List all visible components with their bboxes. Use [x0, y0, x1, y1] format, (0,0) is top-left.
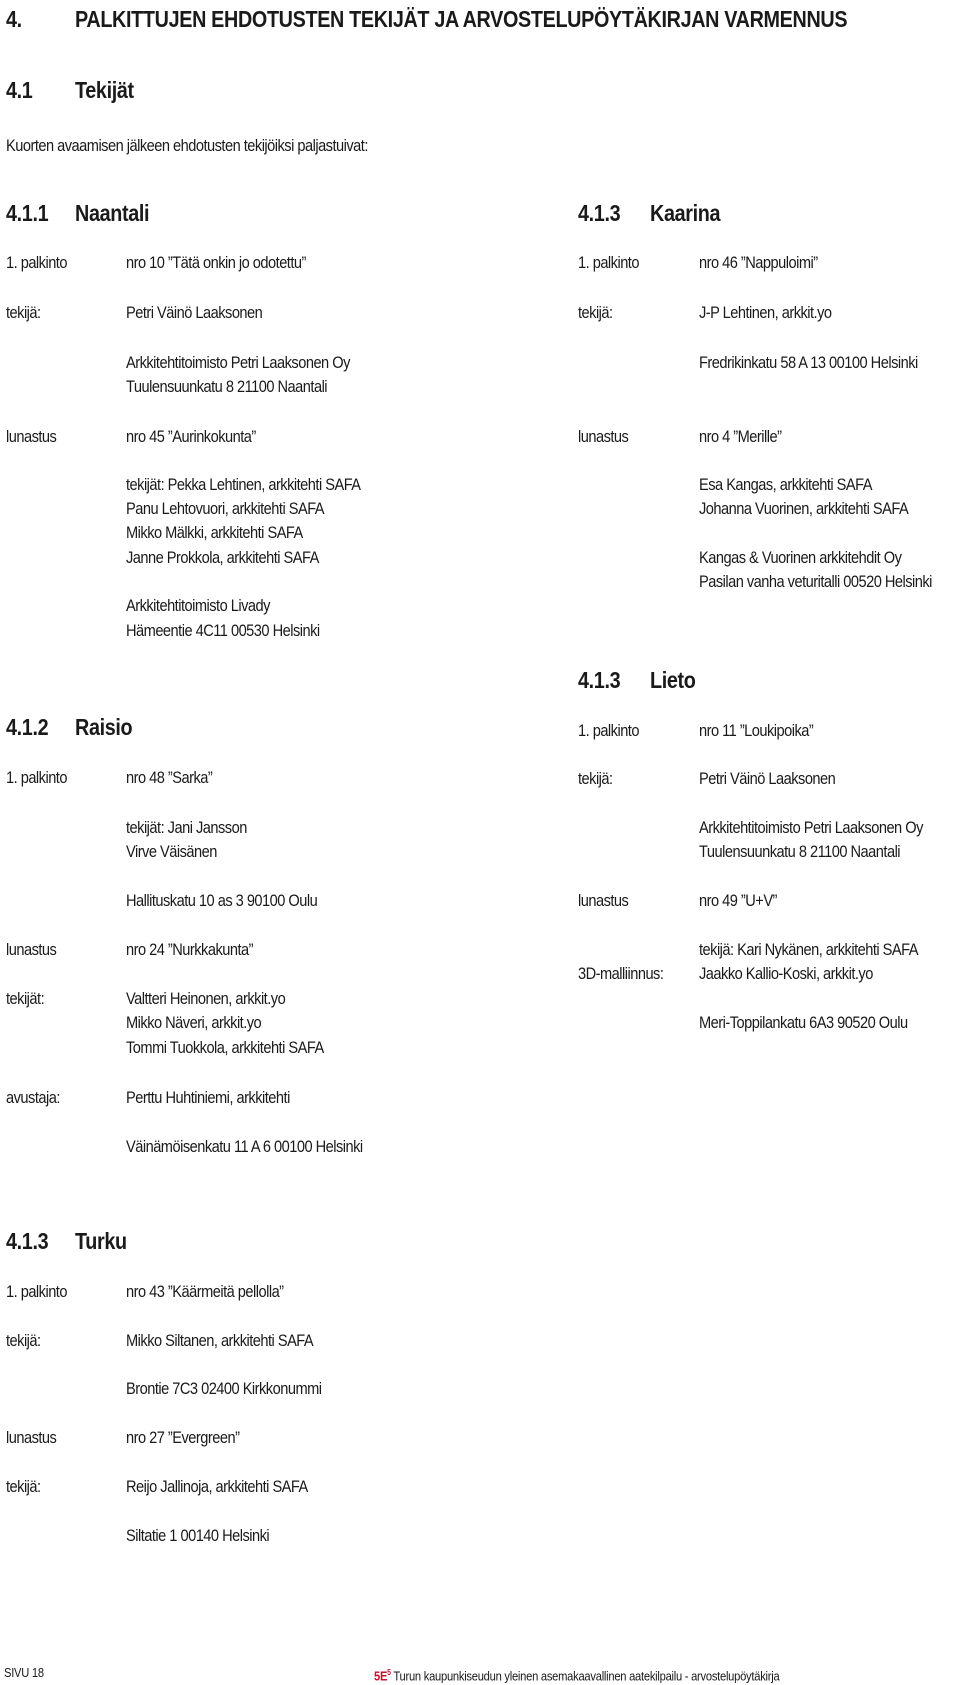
author-line: Jaakko Kallio-Koski, arkkit.yo	[699, 964, 873, 983]
prize-entry: nro 10 ”Tätä onkin jo odotettu”	[126, 253, 306, 272]
office-name: Arkkitehtitoimisto Petri Laaksonen Oy	[699, 818, 923, 837]
assistant-label: avustaja:	[6, 1088, 60, 1107]
prize-label: 1. palkinto	[578, 253, 639, 272]
section-title-raisio: Raisio	[75, 714, 133, 740]
author-line: tekijä: Kari Nykänen, arkkitehti SAFA	[699, 940, 918, 959]
purchase-entry: nro 45 ”Aurinkokunta”	[126, 427, 256, 446]
section-number: 4.1.1	[6, 200, 49, 226]
purchase-label: lunastus	[6, 940, 57, 959]
model-label: 3D-malliinnus:	[578, 964, 664, 983]
purchase-label: lunastus	[578, 891, 629, 910]
section-number: 4.1.3	[578, 667, 621, 693]
author-line: Virve Väisänen	[126, 842, 217, 861]
prize-entry: nro 11 ”Loukipoika”	[699, 721, 814, 740]
author-label: tekijä:	[578, 769, 613, 788]
author-line: tekijät: Pekka Lehtinen, arkkitehti SAFA	[126, 475, 361, 494]
office-address: Pasilan vanha veturitalli 00520 Helsinki	[699, 572, 932, 591]
logo-text: 5E	[374, 1668, 388, 1684]
footer-text: Turun kaupunkiseudun yleinen asemakaavallinen aatekilpailu - arvostelupöytäkirja	[393, 1668, 780, 1684]
author-label: tekijä:	[6, 1331, 41, 1350]
author-label: tekijä:	[578, 303, 613, 322]
address: Siltatie 1 00140 Helsinki	[126, 1526, 270, 1545]
section-title-kaarina: Kaarina	[650, 200, 721, 226]
author-label: tekijä:	[6, 1477, 41, 1496]
purchase-entry: nro 24 ”Nurkkakunta”	[126, 940, 254, 959]
address: Hallituskatu 10 as 3 90100 Oulu	[126, 891, 318, 910]
office-name: Kangas & Vuorinen arkkitehdit Oy	[699, 548, 902, 567]
prize-label: 1. palkinto	[578, 721, 639, 740]
author-line: Tommi Tuokkola, arkkitehti SAFA	[126, 1038, 324, 1057]
office-address: Tuulensuunkatu 8 21100 Naantali	[126, 377, 328, 396]
author-name: Reijo Jallinoja, arkkitehti SAFA	[126, 1477, 308, 1496]
office-address: Tuulensuunkatu 8 21100 Naantali	[699, 842, 901, 861]
office-name: Arkkitehtitoimisto Livady	[126, 596, 270, 615]
author-line: Esa Kangas, arkkitehti SAFA	[699, 475, 872, 494]
subheading-number: 4.1	[6, 77, 33, 103]
office-name: Arkkitehtitoimisto Petri Laaksonen Oy	[126, 353, 350, 372]
section-title-lieto: Lieto	[650, 667, 696, 693]
prize-label: 1. palkinto	[6, 768, 67, 787]
authors-label: tekijät:	[6, 989, 45, 1008]
purchase-entry: nro 49 ”U+V”	[699, 891, 777, 910]
intro-text: Kuorten avaamisen jälkeen ehdotusten tekijöiksi paljastuivat:	[6, 136, 368, 155]
page-number: SIVU 18	[4, 1665, 44, 1680]
author-name: Mikko Siltanen, arkkitehti SAFA	[126, 1331, 314, 1350]
prize-label: 1. palkinto	[6, 1282, 67, 1301]
prize-entry: nro 46 ”Nappuloimi”	[699, 253, 818, 272]
address: Väinämöisenkatu 11 A 6 00100 Helsinki	[126, 1137, 363, 1156]
author-line: Johanna Vuorinen, arkkitehti SAFA	[699, 499, 909, 518]
purchase-label: lunastus	[578, 427, 629, 446]
author-line: Janne Prokkola, arkkitehti SAFA	[126, 548, 319, 567]
author-name: Petri Väinö Laaksonen	[126, 303, 263, 322]
heading-number: 4.	[6, 6, 22, 32]
purchase-label: lunastus	[6, 1428, 57, 1447]
section-number: 4.1.3	[6, 1228, 49, 1254]
office-address: Hämeentie 4C11 00530 Helsinki	[126, 621, 320, 640]
section-number: 4.1.2	[6, 714, 49, 740]
section-number: 4.1.3	[578, 200, 621, 226]
author-label: tekijä:	[6, 303, 41, 322]
author-line: Mikko Mälkki, arkkitehti SAFA	[126, 523, 303, 542]
prize-entry: nro 48 ”Sarka”	[126, 768, 213, 787]
subheading: Tekijät	[75, 77, 134, 103]
section-title-turku: Turku	[75, 1228, 127, 1254]
author-name: Petri Väinö Laaksonen	[699, 769, 836, 788]
purchase-entry: nro 27 ”Evergreen”	[126, 1428, 240, 1447]
prize-label: 1. palkinto	[6, 253, 67, 272]
logo-superscript: 5	[387, 1668, 391, 1677]
purchase-label: lunastus	[6, 427, 57, 446]
author-line: Panu Lehtovuori, arkkitehti SAFA	[126, 499, 325, 518]
assistant-name: Perttu Huhtiniemi, arkkitehti	[126, 1088, 290, 1107]
author-line: Mikko Näveri, arkkit.yo	[126, 1013, 262, 1032]
author-line: tekijät: Jani Jansson	[126, 818, 247, 837]
prize-entry: nro 43 ”Käärmeitä pellolla”	[126, 1282, 284, 1301]
author-line: Valtteri Heinonen, arkkit.yo	[126, 989, 286, 1008]
purchase-entry: nro 4 ”Merille”	[699, 427, 782, 446]
page-heading: PALKITTUJEN EHDOTUSTEN TEKIJÄT JA ARVOSTELUPÖYTÄKIRJAN VARMENNUS	[75, 6, 848, 32]
author-name: J-P Lehtinen, arkkit.yo	[699, 303, 832, 322]
footer-logo	[374, 1664, 779, 1685]
address: Fredrikinkatu 58 A 13 00100 Helsinki	[699, 353, 918, 372]
section-title-naantali: Naantali	[75, 200, 150, 226]
address: Meri-Toppilankatu 6A3 90520 Oulu	[699, 1013, 908, 1032]
address: Brontie 7C3 02400 Kirkkonummi	[126, 1379, 322, 1398]
